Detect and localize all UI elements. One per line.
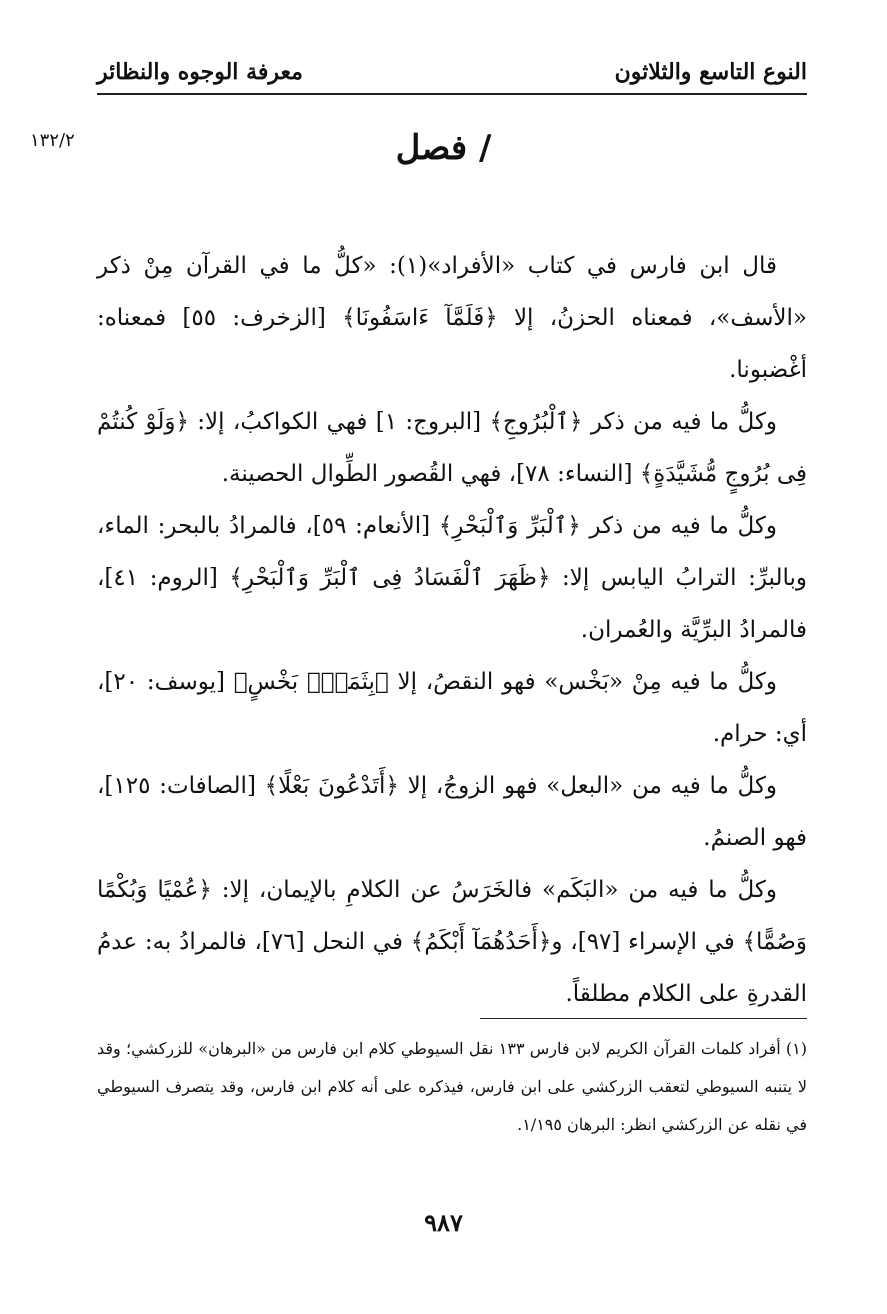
- footnote-divider: [480, 1018, 807, 1019]
- header-chapter-title: النوع التاسع والثلاثون: [614, 59, 807, 85]
- header-divider: [97, 93, 807, 95]
- paragraph: وكلُّ ما فيه من «البَكَم» فالخَرَسُ عن الكلامِ بالإيمان، إلا: ﴿عُمْيًا وَبُكْمًا وَصُمًّا﴾ في الإسراء [٩٧]، و﴿أَحَدُهُمَآ أَبْكَمُ﴾ في النحل [٧٦]، فالمرادُ به: عدمُ القدرةِ على الكلام مطلقاً.: [97, 877, 807, 1007]
- main-text: [97, 240, 807, 1020]
- margin-reference: ١٣٢/٢: [30, 130, 75, 151]
- page-number: ٩٨٧: [424, 1208, 463, 1237]
- section-title: / فصل: [395, 128, 492, 168]
- paragraph: وكلُّ ما فيه من ذكر ﴿ٱلْبُرُوجِ﴾ [البروج: ١] فهي الكواكبُ، إلا: ﴿وَلَوْ كُنتُمْ فِى بُرُوجٍ مُّشَيَّدَةٍ﴾ [النساء: ٧٨]، فهي القُصور الطِّوال الحصينة.: [97, 409, 807, 487]
- footnote: (١) أفراد كلمات القرآن الكريم لابن فارس ١٣٣ نقل السيوطي كلام ابن فارس من «البرهان» للزركشي؛ وقد لا يتنبه السيوطي لتعقب الزركشي على ابن فارس، فيذكره على أنه كلام ابن فارس، وقد يتصرف السيوطي في نقله عن الزركشي انظر: البرهان ١/١٩٥.: [97, 1039, 807, 1134]
- paragraph: وكلُّ ما فيه من ذكر ﴿ٱلْبَرِّ وَٱلْبَحْرِ﴾ [الأنعام: ٥٩]، فالمرادُ بالبحر: الماء، وبالبرِّ: الترابُ اليابس إلا: ﴿ظَهَرَ ٱلْفَسَادُ فِى ٱلْبَرِّ وَٱلْبَحْرِ﴾ [الروم: ٤١]، فالمرادُ البرِّيَّة والعُمران.: [97, 513, 807, 643]
- paragraph: قال ابن فارس في كتاب «الأفراد»(١): «كلُّ ما في القرآن مِنْ ذكر «الأسف»، فمعناه الحزنُ، إلا ﴿فَلَمَّآ ءَاسَفُونَا﴾ [الزخرف: ٥٥] فمعناه: أغْضبونا.: [97, 253, 808, 383]
- paragraph: وكلُّ ما فيه مِنْ «بَخْس» فهو النقصُ، إلا ﴿بِثَمَنٍۭ بَخْسٍ﴾ [يوسف: ٢٠]، أي: حرام.: [97, 669, 807, 747]
- footnotes: [97, 1030, 807, 1144]
- header-topic-title: معرفة الوجوه والنظائر: [97, 59, 303, 85]
- paragraph: وكلُّ ما فيه من «البعل» فهو الزوجُ، إلا ﴿أَتَدْعُونَ بَعْلًا﴾ [الصافات: ١٢٥]، فهو الصنمُ.: [97, 773, 807, 851]
- running-header: [97, 52, 807, 92]
